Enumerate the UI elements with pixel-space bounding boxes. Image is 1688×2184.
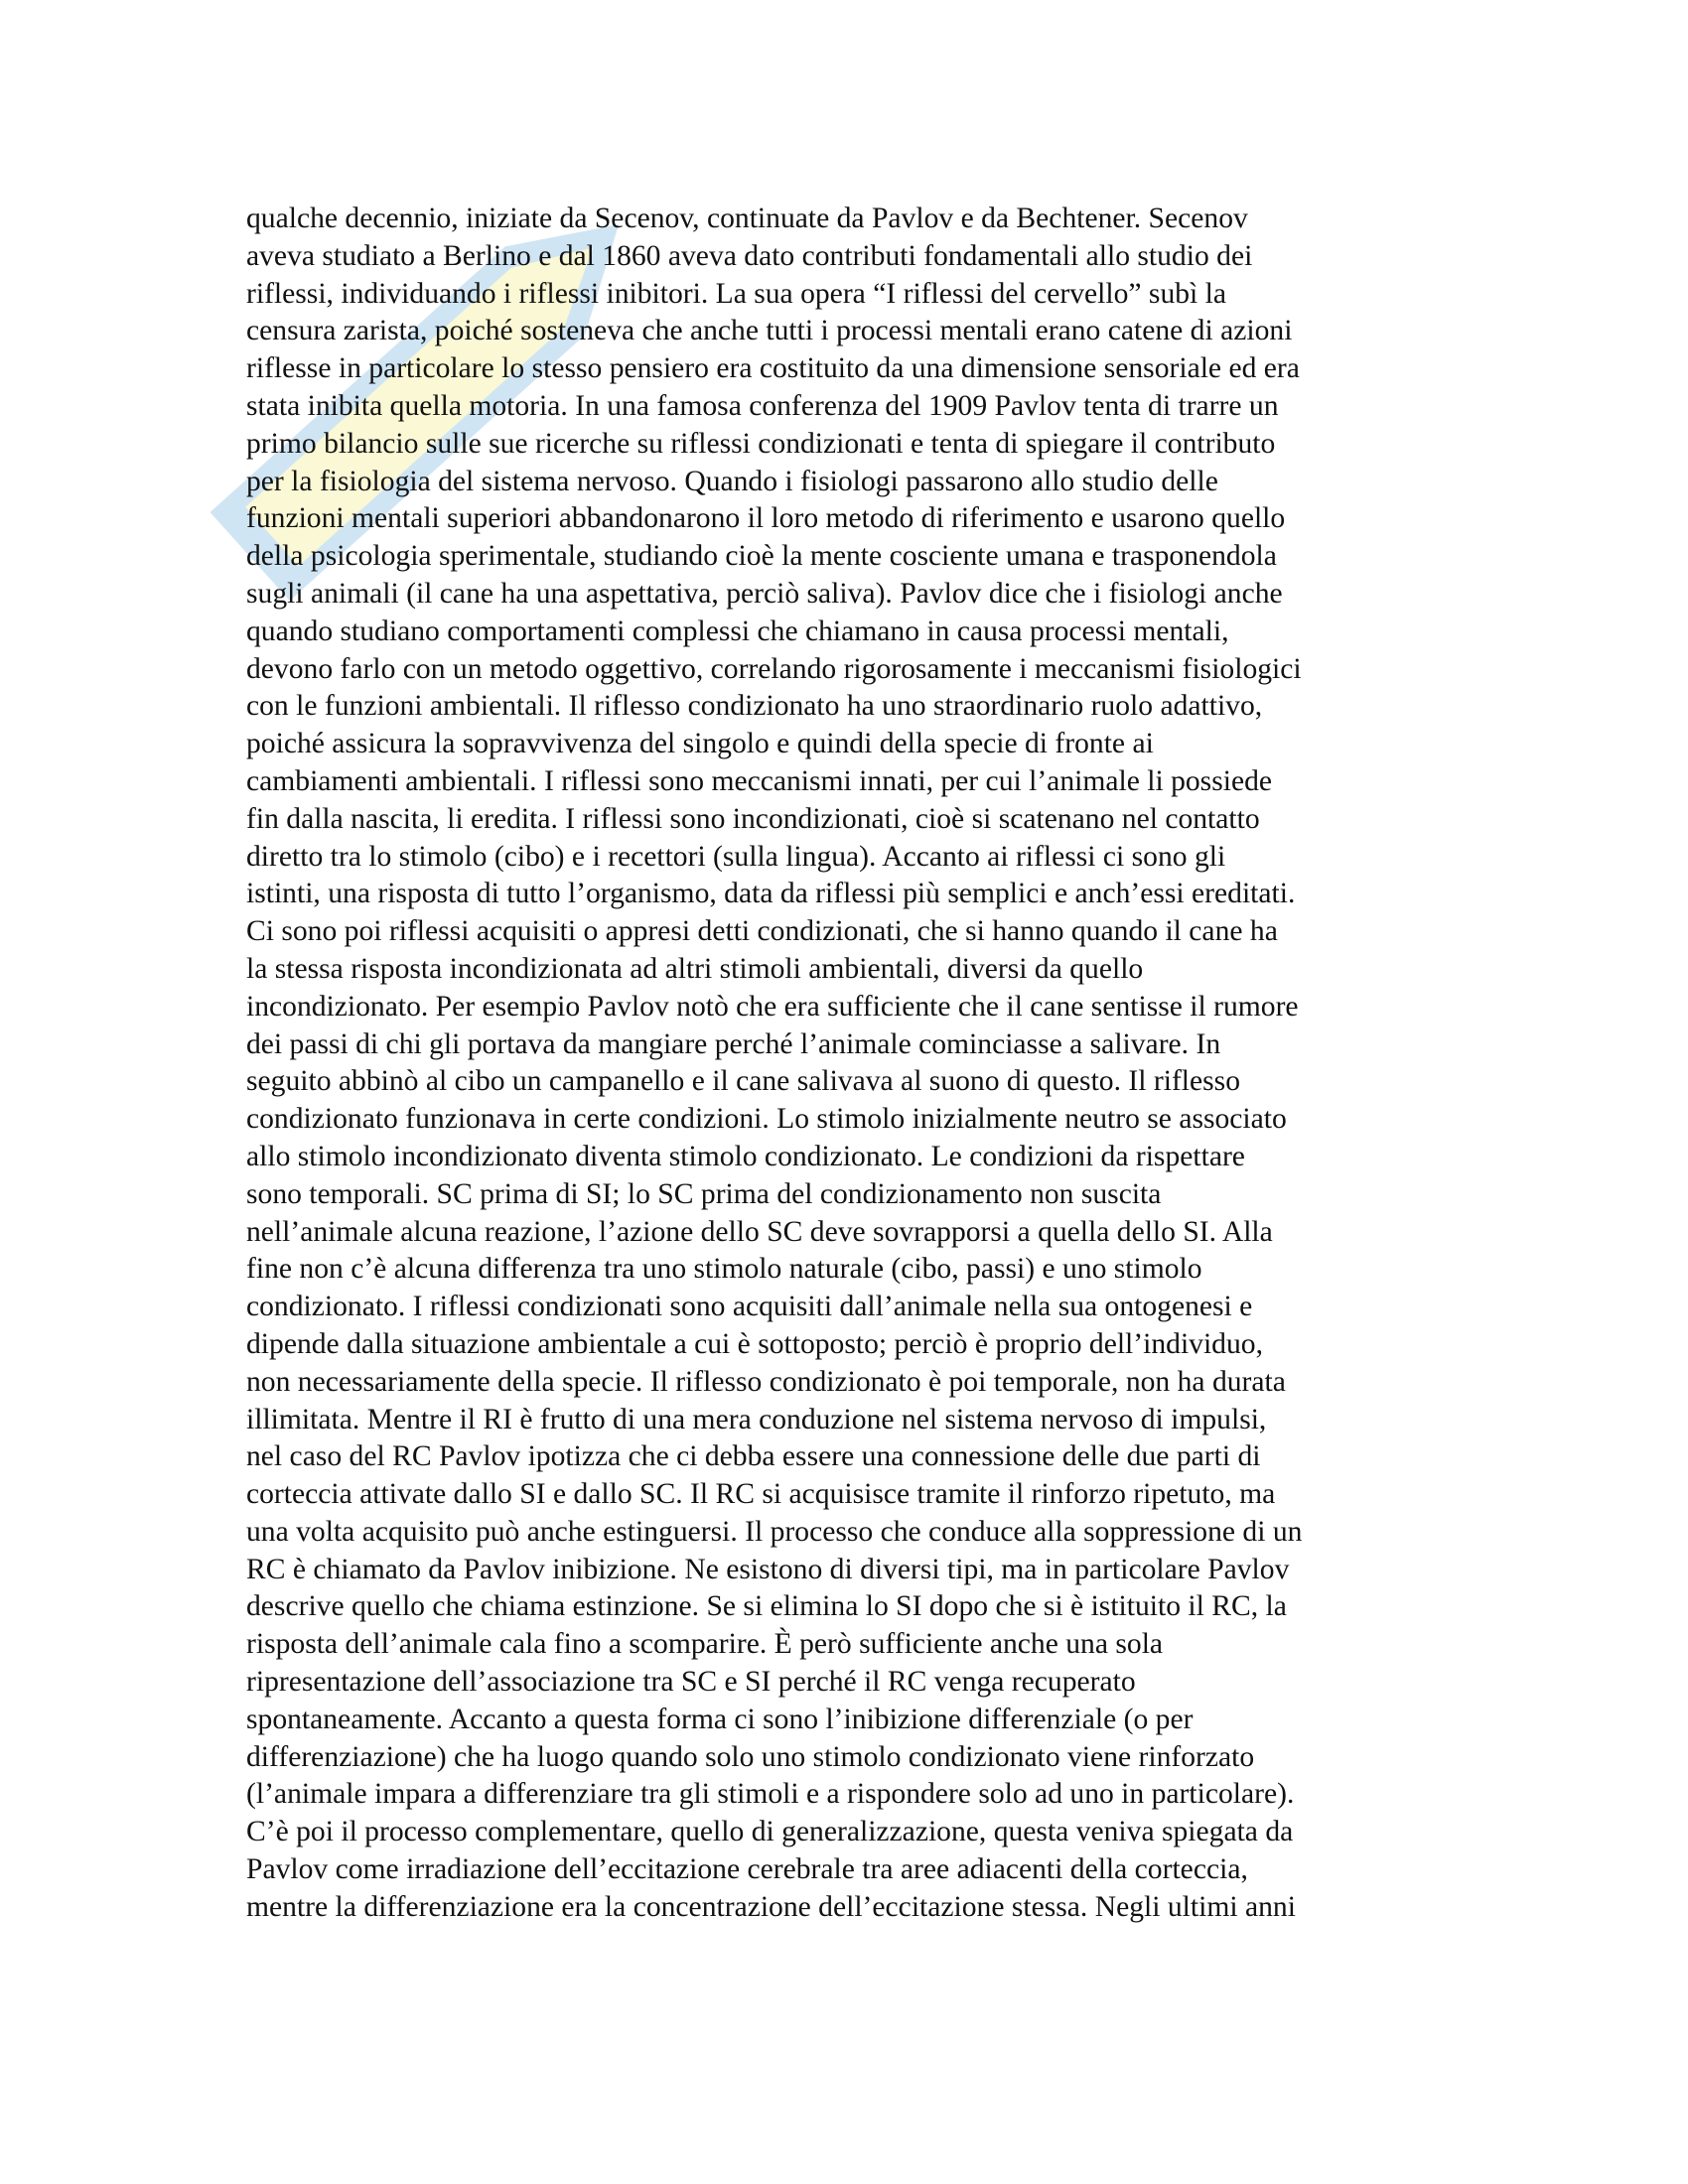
- text-line: dipende dalla situazione ambientale a cui è sottoposto; perciò è proprio dell’individuo,: [246, 1327, 1263, 1360]
- text-line: fin dalla nascita, li eredita. I riflessi sono incondizionati, cioè si scatenano nel contatto: [246, 802, 1260, 835]
- text-line: la stessa risposta incondizionata ad altri stimoli ambientali, diversi da quello: [246, 952, 1144, 985]
- text-line: differenziazione) che ha luogo quando solo uno stimolo condizionato viene rinforzato: [246, 1740, 1255, 1773]
- text-line: Pavlov come irradiazione dell’eccitazione cerebrale tra aree adiacenti della corteccia,: [246, 1853, 1248, 1886]
- text-line: riflesse in particolare lo stesso pensiero era costituito da una dimensione sensoriale ed era: [246, 352, 1300, 385]
- text-line: nell’animale alcuna reazione, l’azione dello SC deve sovrapporsi a quella dello SI. Alla: [246, 1215, 1273, 1248]
- text-line: istinti, una risposta di tutto l’organismo, data da riflessi più semplici e anch’essi ereditati.: [246, 878, 1296, 910]
- text-line: una volta acquisito può anche estinguersi. Il processo che conduce alla soppressione di un: [246, 1515, 1303, 1548]
- text-line: C’è poi il processo complementare, quello di generalizzazione, questa veniva spiegata da: [246, 1816, 1294, 1848]
- text-line: nel caso del RC Pavlov ipotizza che ci debba essere una connessione delle due parti di: [246, 1440, 1261, 1473]
- text-line: ripresentazione dell’associazione tra SC e SI perché il RC venga recuperato: [246, 1666, 1136, 1699]
- text-line: aveva studiato a Berlino e dal 1860 aveva dato contributi fondamentali allo studio dei: [246, 239, 1253, 272]
- text-line: allo stimolo incondizionato diventa stimolo condizionato. Le condizioni da rispettare: [246, 1140, 1245, 1172]
- text-line: dei passi di chi gli portava da mangiare perché l’animale cominciasse a salivare. In: [246, 1027, 1221, 1060]
- text-line: cambiamenti ambientali. I riflessi sono meccanismi innati, per cui l’animale li possiede: [246, 764, 1273, 797]
- text-line: fine non c’è alcuna differenza tra uno stimolo naturale (cibo, passi) e uno stimolo: [246, 1253, 1202, 1286]
- document-body: [246, 201, 1458, 1927]
- text-line: funzioni mentali superiori abbandonarono il loro metodo di riferimento e usarono quello: [246, 502, 1286, 535]
- text-line: poiché assicura la sopravvivenza del singolo e quindi della specie di fronte ai: [246, 728, 1154, 760]
- text-line: con le funzioni ambientali. Il riflesso condizionato ha uno straordinario ruolo adattivo,: [246, 690, 1263, 723]
- text-line: risposta dell’animale cala fino a scomparire. È però sufficiente anche una sola: [246, 1628, 1164, 1661]
- text-line: mentre la differenziazione era la concentrazione dell’eccitazione stessa. Negli ultimi anni: [246, 1890, 1296, 1923]
- text-line: incondizionato. Per esempio Pavlov notò che era sufficiente che il cane sentisse il rumore: [246, 990, 1299, 1023]
- text-line: spontaneamente. Accanto a questa forma ci sono l’inibizione differenziale (o per: [246, 1703, 1194, 1735]
- text-line: illimitata. Mentre il RI è frutto di una mera conduzione nel sistema nervoso di impulsi,: [246, 1403, 1267, 1435]
- text-line: quando studiano comportamenti complessi che chiamano in causa processi mentali,: [246, 614, 1229, 647]
- text-line: della psicologia sperimentale, studiando cioè la mente cosciente umana e trasponendola: [246, 540, 1277, 573]
- text-line: per la fisiologia del sistema nervoso. Quando i fisiologi passarono allo studio delle: [246, 465, 1218, 497]
- text-line: condizionato funzionava in certe condizioni. Lo stimolo inizialmente neutro se associato: [246, 1103, 1287, 1136]
- text-line: diretto tra lo stimolo (cibo) e i recettori (sulla lingua). Accanto ai riflessi ci sono gli: [246, 840, 1226, 873]
- text-line: sono temporali. SC prima di SI; lo SC prima del condizionamento non suscita: [246, 1177, 1162, 1210]
- text-line: Ci sono poi riflessi acquisiti o appresi detti condizionati, che si hanno quando il cane ha: [246, 915, 1278, 948]
- text-line: devono farlo con un metodo oggettivo, correlando rigorosamente i meccanismi fisiologici: [246, 652, 1302, 685]
- text-line: sugli animali (il cane ha una aspettativa, perciò saliva). Pavlov dice che i fisiologi anche: [246, 577, 1283, 610]
- text-line: censura zarista, poiché sosteneva che anche tutti i processi mentali erano catene di azioni: [246, 315, 1293, 347]
- text-line: primo bilancio sulle sue ricerche su riflessi condizionati e tenta di spiegare il contributo: [246, 427, 1276, 460]
- text-line: qualche decennio, iniziate da Secenov, continuate da Pavlov e da Bechtener. Secenov: [246, 203, 1248, 234]
- text-line: seguito abbinò al cibo un campanello e il cane salivava al suono di questo. Il riflesso: [246, 1065, 1240, 1098]
- text-line: condizionato. I riflessi condizionati sono acquisiti dall’animale nella sua ontogenesi e: [246, 1291, 1253, 1323]
- text-line: riflessi, individuando i riflessi inibitori. La sua opera “I riflessi del cervello” subì la: [246, 277, 1227, 310]
- text-line: descrive quello che chiama estinzione. Se si elimina lo SI dopo che si è istituito il RC, la: [246, 1590, 1287, 1623]
- text-line: corteccia attivate dallo SI e dallo SC. Il RC si acquisisce tramite il rinforzo ripetuto, ma: [246, 1478, 1276, 1511]
- text-line: non necessariamente della specie. Il riflesso condizionato è poi temporale, non ha durata: [246, 1365, 1286, 1398]
- text-line: stata inibita quella motoria. In una famosa conferenza del 1909 Pavlov tenta di trarre un: [246, 389, 1279, 422]
- text-line: (l’animale impara a differenziare tra gli stimoli e a rispondere solo ad uno in particolare).: [246, 1778, 1295, 1811]
- text-line: RC è chiamato da Pavlov inibizione. Ne esistono di diversi tipi, ma in particolare Pavlov: [246, 1553, 1290, 1585]
